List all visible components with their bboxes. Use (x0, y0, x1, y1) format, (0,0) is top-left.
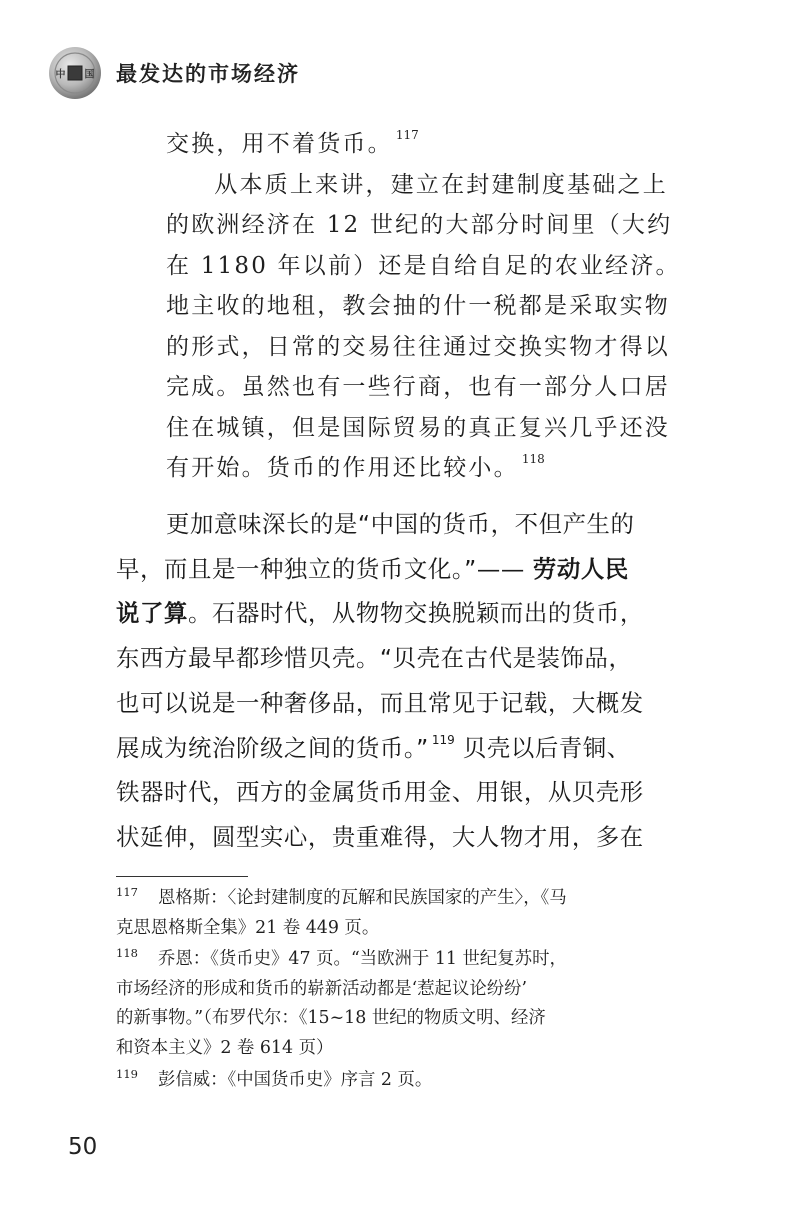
quote-line: 从本质上来讲，建立在封建制度基础之上 (214, 171, 668, 198)
quote-line: 住在城镇，但是国际贸易的真正复兴几乎还没 (166, 414, 670, 441)
body-paragraph (116, 502, 672, 860)
bold-phrase: 劳动人民 (532, 554, 629, 583)
ancient-coin-icon (48, 46, 102, 100)
footnote-text: 恩格斯：〈论封建制度的瓦解和民族国家的产生〉，《马 (158, 888, 567, 908)
body-line: 东西方最早都珍惜贝壳。“贝壳在古代是装饰品， (116, 644, 633, 673)
body-text-span: 早，而且是一种独立的货币文化。”—— (116, 554, 533, 583)
footnote-divider (116, 876, 248, 877)
footnote-text: 乔恩：《货币史》47 页。“当欧洲于 11 世纪复苏时， (158, 949, 567, 970)
footnote-line: 的新事物。”（布罗代尔：《15~18 世纪的物质文明、经济 (116, 1008, 546, 1029)
quote-line: 在 1180 年以前）还是自给自足的农业经济。 (166, 252, 681, 279)
footnote-text: 彭信威：《中国货币史》序言 2 页。 (158, 1069, 433, 1090)
body-text-span: 展成为统治阶级之间的货币。” (116, 733, 429, 762)
bold-phrase: 说了算 (116, 599, 188, 628)
footnote-line: 117 恩格斯：〈论封建制度的瓦解和民族国家的产生〉，《马 (116, 885, 567, 908)
body-text-span: 贝壳以后青铜、 (454, 733, 631, 762)
body-line: 也可以说是一种奢侈品，而且常见于记载，大概发 (116, 688, 644, 717)
footnote-118 (116, 945, 672, 1063)
coin-glyph-left: 中 (55, 69, 66, 81)
body-line: 铁器时代，西方的金属货币用金、用银，从贝壳形 (116, 778, 644, 807)
footnote-ref[interactable]: 118 (521, 452, 545, 466)
body-line: 更加意味深长的是“中国的货币，不但产生的 (166, 510, 635, 538)
body-line: 状延伸，圆型实心，贵重难得，大人物才用，多在 (116, 822, 644, 851)
coin-glyph-right: 国 (84, 69, 95, 81)
quote-line: 完成。虽然也有一些行商，也有一部分人口居 (166, 374, 670, 400)
quote-line-text: 有开始。货币的作用还比较小。 (166, 455, 519, 481)
body-text-span: 。石器时代，从物物交换脱颖而出的货币， (187, 599, 644, 628)
quote-para (166, 165, 681, 489)
footnote-line: 市场经济的形成和货币的崭新活动都是‘惹起议论纷纷’ (116, 978, 528, 999)
quote-para-continued (166, 124, 670, 165)
footnotes (116, 884, 672, 1097)
body-line (116, 547, 672, 592)
footnote-119 (116, 1066, 672, 1096)
block-quote (166, 124, 681, 489)
footnote-ref[interactable]: 119 (431, 732, 455, 747)
quote-line: 的形式，日常的交易往往通过交换实物才得以 (166, 333, 670, 360)
quote-line (166, 124, 670, 165)
footnote-line: 118 乔恩：《货币史》47 页。“当欧洲于 11 世纪复苏时， (116, 946, 567, 970)
header-title: 最发达的市场经济 (116, 62, 300, 86)
page-number: 50 (68, 1134, 98, 1160)
running-header (48, 42, 300, 104)
body-line (116, 726, 672, 771)
footnote-line: 119 彭信威：《中国货币史》序言 2 页。 (116, 1066, 433, 1090)
footnote-line: 和资本主义》2 卷 614 页） (116, 1037, 334, 1058)
quote-line-text: 交换，用不着货币。 (166, 131, 393, 157)
footnote-117 (116, 884, 672, 943)
footnote-ref[interactable]: 117 (395, 128, 419, 142)
body-line (116, 591, 672, 636)
quote-line (166, 448, 670, 489)
quote-line: 地主收的地租，教会抽的什一税都是采取实物 (166, 293, 670, 319)
quote-line: 的欧洲经济在 12 世纪的大部分时间里（大约 (166, 212, 673, 238)
footnote-line: 克思恩格斯全集》21 卷 449 页。 (116, 917, 380, 938)
